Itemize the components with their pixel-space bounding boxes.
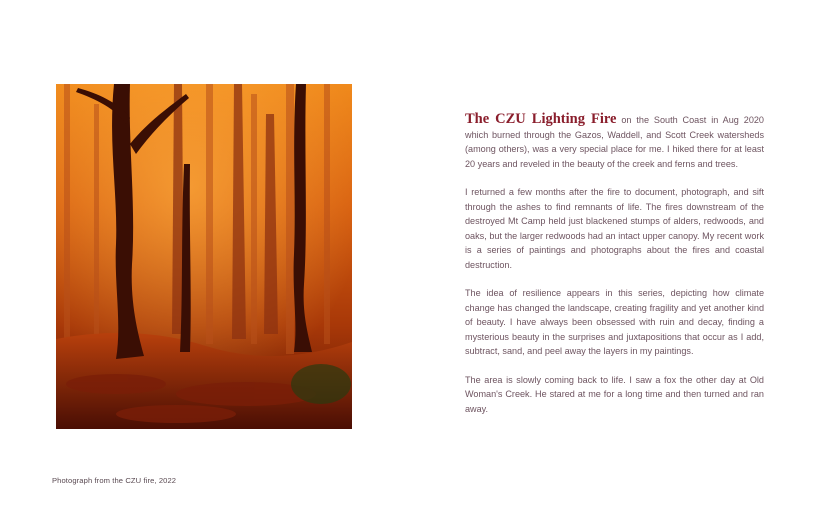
photo-caption: Photograph from the CZU fire, 2022 [52, 476, 177, 485]
body-paragraph: The area is slowly coming back to life. I saw a fox the other day at Old Woman's Creek. He stared at me for a long time and then turned and ran away. [465, 374, 764, 414]
intro-paragraph [465, 112, 764, 171]
forest-fire-photograph [56, 84, 352, 429]
body-paragraph: I returned a few months after the fire to document, photograph, and sift through the ashes to find remnants of life. The fires downstream of the destroyed Mt Camp held just blackened stumps of alders, redwoods, and oaks, but the larger redwoods had an intact upper canopy. My recent work is a series of paintings and photographs about the fires and coastal destruction. [465, 187, 764, 270]
article-title: The CZU Lighting Fire [465, 111, 617, 127]
forest-photo-image [56, 84, 352, 429]
intro-text: on the South Coast in Aug 2020 which burned through the Gazos, Waddell, and Scott Creek watersheds (among others), was a very special place for me. I hiked there for at least 20 years and reveled in the beauty of the creek and ferns and trees. [465, 115, 764, 169]
article-text [465, 112, 764, 430]
body-paragraph: The idea of resilience appears in this series, depicting how climate change has changed the landscape, creating fragility and yet another kind of beauty. I have always been obsessed with ruin and decay, finding a mysterious beauty in the surprises and juxtapositions that occur as I add, subtract, sand, and peel away the layers in my paintings. [465, 288, 764, 356]
